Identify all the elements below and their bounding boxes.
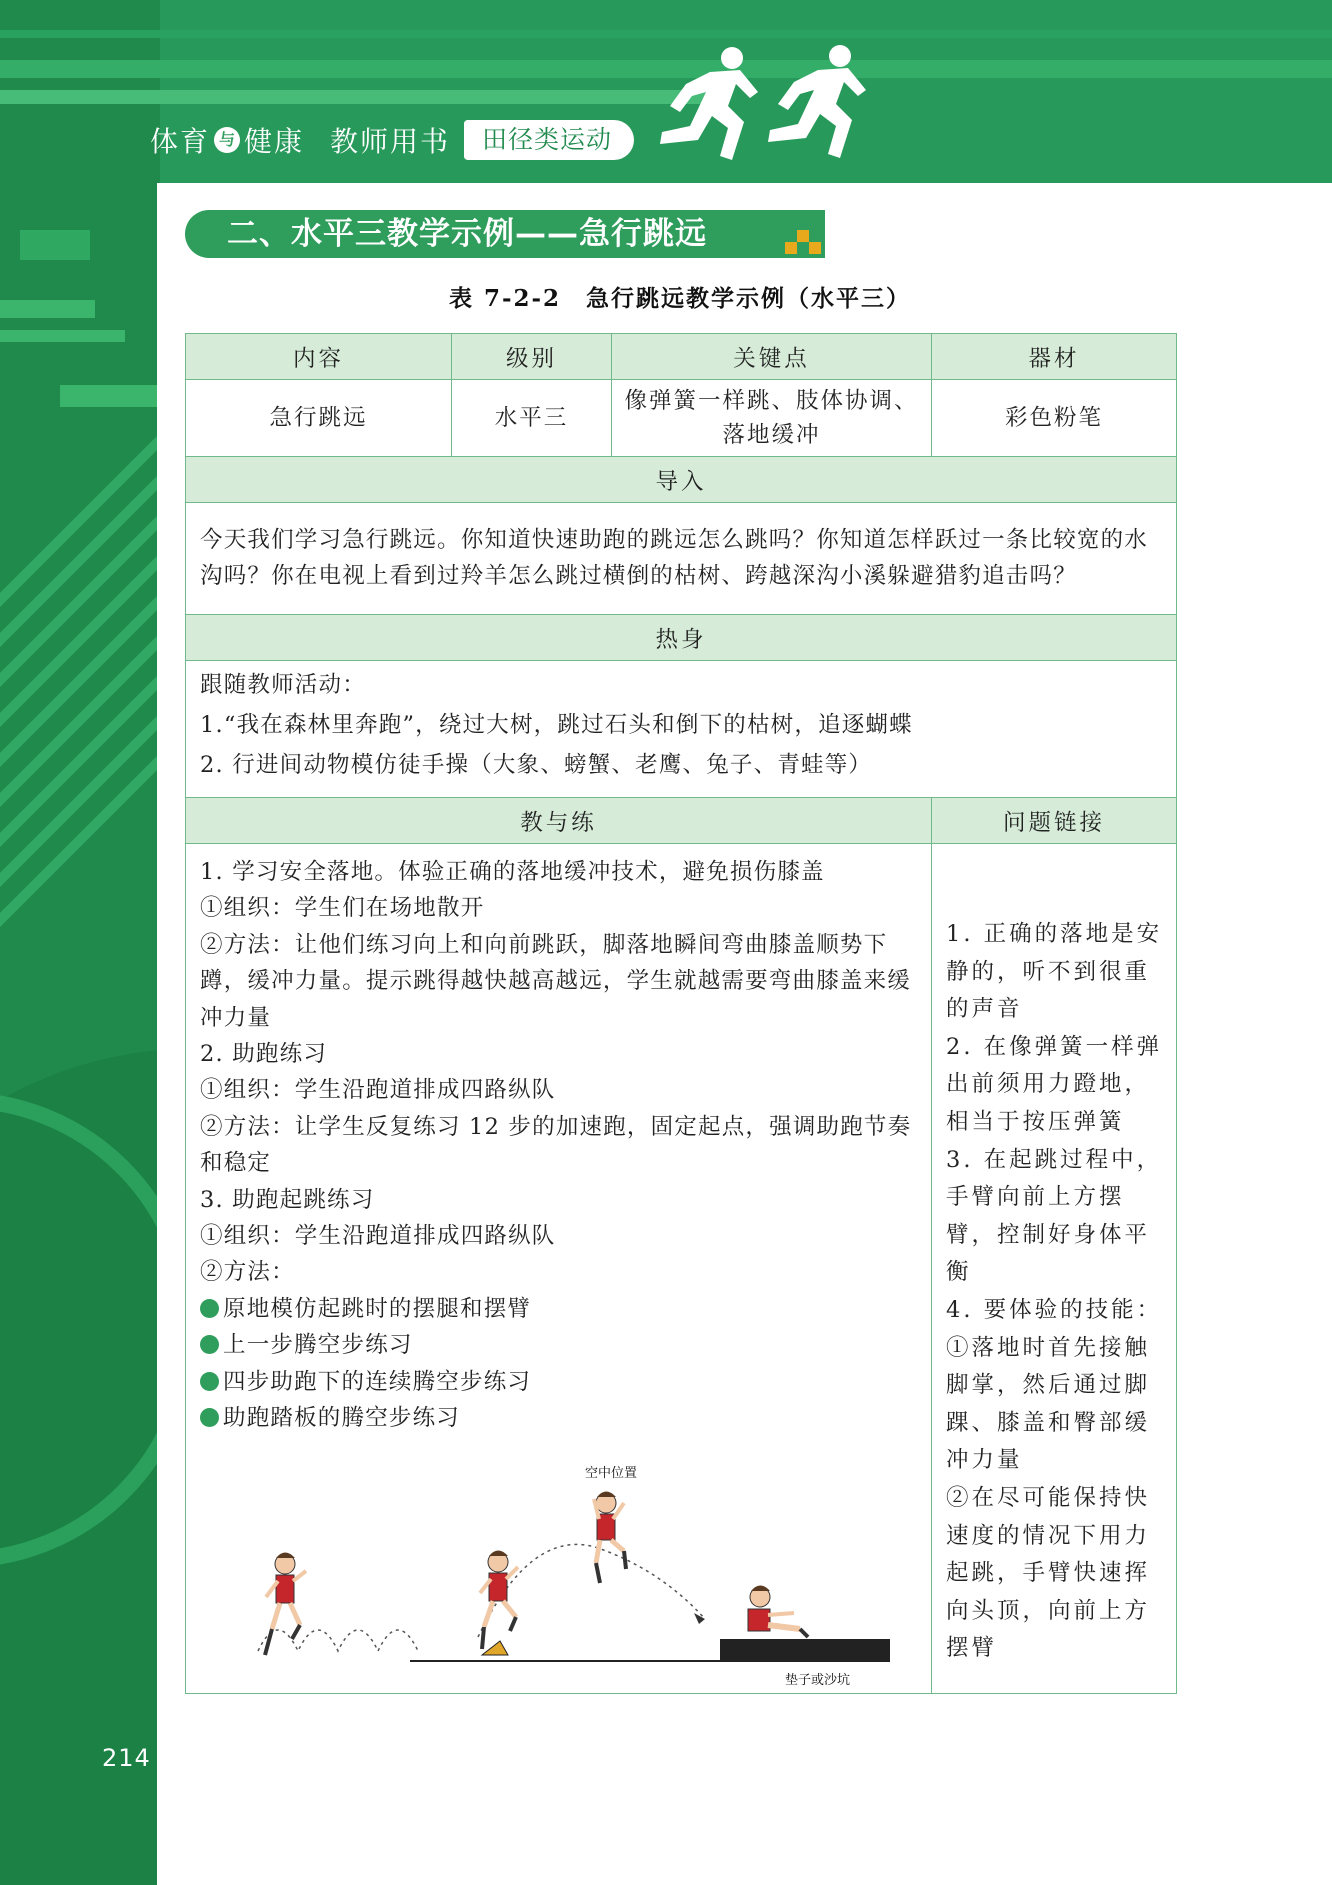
teach-line: ②方法：让学生反复练习 12 步的加速跑，固定起点，强调助跑节奏和稳定 — [200, 1113, 912, 1177]
bullet-text: 原地模仿起跳时的摆腿和摆臂 — [223, 1295, 532, 1322]
question-line: ②在尽可能保持快速度的情况下用力起跳，手臂快速挥向头顶，向前上方摆臂 — [946, 1484, 1151, 1662]
bullet-text: 四步助跑下的连续腾空步练习 — [223, 1368, 532, 1395]
long-jump-illustration — [200, 1459, 900, 1689]
jumper-figure-3 — [594, 1491, 626, 1583]
bullet-icon — [200, 1408, 219, 1427]
key-points-line-1: 像弹簧一样跳、肢体协调、 — [624, 388, 919, 414]
list-item — [200, 1327, 919, 1363]
jumper-figure-4 — [748, 1585, 808, 1637]
teach-line: 1. 学习安全落地。体验正确的落地缓冲技术，避免损伤膝盖 — [200, 859, 825, 885]
figure-label-mat: 垫子或沙坑 — [785, 1672, 851, 1688]
header-key-points: 关键点 — [612, 334, 932, 380]
list-item — [200, 1364, 919, 1400]
key-points-line-2: 落地缓冲 — [722, 422, 821, 448]
warmup-line: 1.“我在森林里奔跑”，绕过大树，跳过石头和倒下的枯树，追逐蝴蝶 — [200, 712, 913, 738]
book-subtitle: 教师用书 — [330, 125, 451, 158]
warmup-line: 2. 行进间动物模仿徒手操（大象、螃蟹、老鹰、兔子、青蛙等） — [200, 752, 873, 778]
question-line: 1. 正确的落地是安静的，听不到很重的声音 — [946, 921, 1163, 1023]
warmup-text — [186, 661, 1177, 798]
teach-line: ①组织：学生沿跑道排成四路纵队 — [200, 1223, 556, 1250]
bullet-icon — [200, 1299, 219, 1318]
cell-content: 急行跳远 — [186, 380, 452, 457]
bullet-text: 助跑踏板的腾空步练习 — [223, 1405, 461, 1432]
lesson-table — [185, 333, 1177, 1694]
section-heading: 二、水平三教学示例——急行跳远 — [185, 210, 825, 258]
warmup-line: 跟随教师活动： — [200, 672, 366, 698]
table-caption: 表 7-2-2 急行跳远教学示例（水平三） — [448, 285, 912, 312]
teach-line: ①组织：学生们在场地散开 — [200, 895, 485, 922]
cell-level: 水平三 — [452, 380, 612, 457]
teach-line: ②方法： — [200, 1259, 295, 1286]
intro-text: 今天我们学习急行跳远。你知道快速助跑的跳远怎么跳吗？你知道怎样跃过一条比较宽的水沟吗？你在电视上看到过羚羊怎么跳过横倒的枯树、跨越深沟小溪躲避猎豹追击吗？ — [186, 503, 1177, 615]
bullet-icon — [200, 1372, 219, 1391]
question-line: 4. 要体验的技能： — [946, 1296, 1163, 1323]
header-equipment: 器材 — [932, 334, 1177, 380]
header-level: 级别 — [452, 334, 612, 380]
jumper-figure-2 — [480, 1550, 518, 1649]
question-line: ①落地时首先接触脚掌，然后通过脚踝、膝盖和臀部缓冲力量 — [946, 1334, 1151, 1474]
cell-equipment: 彩色粉笔 — [932, 380, 1177, 457]
bullet-text: 上一步腾空步练习 — [223, 1332, 413, 1359]
teach-header: 教与练 — [186, 798, 932, 844]
question-line: 3. 在起跳过程中，手臂向前上方摆臂，控制好身体平衡 — [946, 1146, 1163, 1286]
runners-icon — [640, 40, 890, 165]
chapter-tag: 田径类运动 — [464, 120, 634, 160]
questions-content — [932, 844, 1177, 1694]
book-title-right: 健康 — [244, 125, 305, 158]
intro-header: 导入 — [186, 457, 1177, 503]
figure-label-air: 空中位置 — [585, 1465, 638, 1481]
cell-key-points — [612, 380, 932, 457]
list-item — [200, 1291, 919, 1327]
teach-line: 3. 助跑起跳练习 — [200, 1186, 375, 1213]
page-number: 214 — [102, 1744, 151, 1772]
questions-header: 问题链接 — [932, 798, 1177, 844]
checker-decoration-icon — [785, 218, 821, 254]
bullet-icon — [200, 1335, 219, 1354]
list-item — [200, 1400, 919, 1436]
teach-line: ①组织：学生沿跑道排成四路纵队 — [200, 1077, 556, 1104]
question-line: 2. 在像弹簧一样弹出前须用力蹬地，相当于按压弹簧 — [946, 1033, 1163, 1135]
warmup-header: 热身 — [186, 615, 1177, 661]
table-header-row — [186, 334, 1177, 380]
header-content: 内容 — [186, 334, 452, 380]
jumper-figure-1 — [265, 1552, 306, 1655]
book-title-left: 体育 — [150, 125, 211, 158]
book-title-and-badge: 与 — [214, 127, 240, 153]
table-row — [186, 380, 1177, 457]
teach-content — [186, 844, 932, 1694]
book-header — [150, 118, 634, 162]
teach-line: ②方法：让他们练习向上和向前跳跃，脚落地瞬间弯曲膝盖顺势下蹲，缓冲力量。提示跳得越快越高越远，学生就越需要弯曲膝盖来缓冲力量 — [200, 931, 912, 1031]
teach-line: 2. 助跑练习 — [200, 1041, 328, 1068]
